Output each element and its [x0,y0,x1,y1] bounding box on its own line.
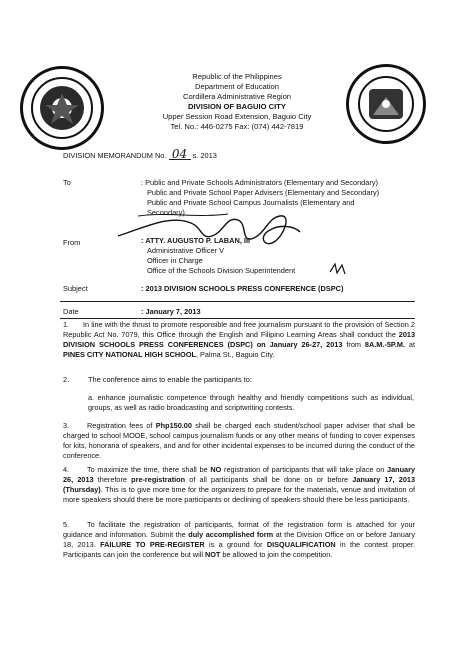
from-line-3: Officer in Charge [147,256,203,265]
to-line-3: Public and Private School Campus Journalists (Elementary and [147,198,355,207]
deped-seal-emblem [23,69,101,147]
header-address: Upper Session Road Extension, Baguio City [162,112,312,121]
paragraph-3: 3. Registration fees of Php150.00 shall be charged each student/school paper adviser that shall be charged to school MOOE, school campus journalism funds or any other means of funding to cover expenses for kits, honoraria of speakers, and and for other incidental expenses to be incurred during the conduct of the conference. [63,421,415,460]
memo-number-line [63,147,217,161]
header-region: Cordillera Administrative Region [182,92,292,101]
from-line-2: Administrative Officer V [147,246,225,255]
to-line-1: : Public and Private Schools Administrators (Elementary and Secondary) [141,178,379,187]
baguio-seal-emblem [349,67,423,141]
p2-text: The conference aims to enable the participants to: [88,375,252,384]
to-line-4: Secondary) [147,208,185,217]
paragraph-5: 5. To facilitate the registration of participants, format of the registration form is attached for your guidance and information. Submit the duly accomplished form at the Division Office on or before January 18, 2013. FAILURE TO PRE-REGISTER is a ground for DISQUALIFICATION in the contest proper. Participants can join the conference but will NOT be allowed to join the competition. [63,520,415,559]
to-line-2: Public and Private School Paper Advisers (Elementary and Secondary) [147,188,380,197]
initials-mark [328,262,348,276]
date-label: Date [63,307,79,316]
deped-seal [20,66,104,150]
memo-year: s. 2013 [192,151,217,160]
divider-bottom [60,318,415,319]
memo-label: DIVISION MEMORANDUM No. [63,151,167,160]
p2-num: 2. [63,375,70,384]
divider-top [60,301,415,302]
from-line-4: Office of the Schools Division Superintendent [147,266,296,275]
p2-item-a: a. enhance journalistic competence through healthy and friendly competitions such as individual, groups, as well as radio broadcasting and scriptwriting contests. [88,393,414,412]
paragraph-1: 1. In line with the thrust to promote responsible and free journalism pursuant to the provision of Section 2 Republic Act No. 7079, this Office through the English and Filipino Learning Areas shall conduct the 2013 DIVISION SCHOOLS PRESS CONFERENCES (DSPC) on January 26-27, 2013 from 8A.M.-5P.M. at PINES CITY NATIONAL HIGH SCHOOL, Palma St., Baguio City. [63,320,415,359]
subject-label: Subject [63,284,88,293]
p1-num: 1. [63,320,70,329]
paragraph-4: 4. To maximize the time, there shall be NO registration of participants that will take place on January 26, 2013 therefore pre-registration of all participants shall be done on or before January 17, 2013 (Thursday). This is to give more time for the organizers to prepare for the materials, venue and invitation of more speakers should there be more participants or declining of speakers should there be less participants. [63,465,416,504]
to-label: To [63,178,71,187]
from-line-1: : ATTY. AUGUSTO P. LABAN, III [141,236,251,245]
baguio-division-seal [346,64,426,144]
header-contact: Tel. No.: 446-0275 Fax: (074) 442-7819 [170,122,304,131]
subject-value: : 2013 DIVISION SCHOOLS PRESS CONFERENCE (DSPC) [141,284,344,293]
date-value: : January 7, 2013 [141,307,201,316]
header-republic: Republic of the Philippines [192,72,282,81]
memo-number: 04 [169,150,191,160]
header-department: Department of Education [194,82,279,91]
header-division: DIVISION OF BAGUIO CITY [188,102,286,111]
from-label: From [63,238,81,247]
